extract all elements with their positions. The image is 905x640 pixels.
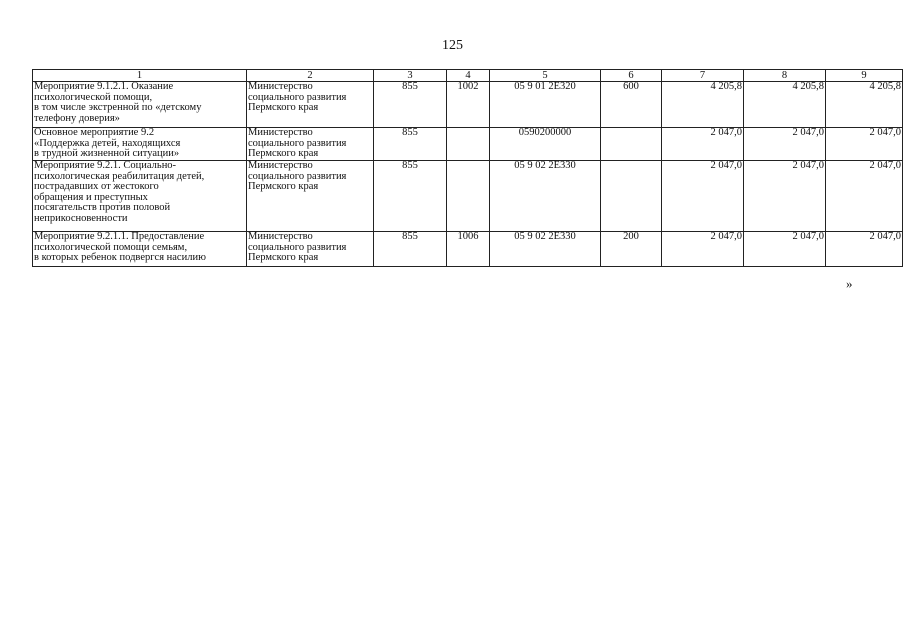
cell-text-line: Министерство — [248, 231, 313, 242]
cell-text-line: Мероприятие 9.2.1.1. Предоставление — [34, 231, 205, 242]
cell-text-line: социального развития — [248, 91, 347, 103]
cell-text-line: Пермского края — [248, 252, 319, 263]
table-row — [33, 232, 903, 267]
table-cell-c4: 1002 — [447, 82, 490, 128]
cell-text-line: пострадавших от жестокого — [34, 181, 159, 192]
cell-text-line: Министерство — [248, 81, 313, 92]
table-cell-c8: 4 205,8 — [744, 82, 826, 128]
column-header-9: 9 — [826, 70, 903, 82]
table-cell-c8: 2 047,0 — [744, 161, 826, 232]
table-cell-c4 — [447, 161, 490, 232]
column-header-3: 3 — [374, 70, 447, 82]
closing-quote-mark: » — [846, 276, 853, 291]
table-cell-c9: 2 047,0 — [826, 232, 903, 267]
column-header-6: 6 — [601, 70, 662, 82]
table-cell-c8: 2 047,0 — [744, 128, 826, 161]
table-cell-c9: 4 205,8 — [826, 82, 903, 128]
table-cell-c6 — [601, 128, 662, 161]
cell-text-line: неприкосновенности — [34, 212, 128, 224]
table-cell-c4 — [447, 128, 490, 161]
table-cell-c6 — [601, 161, 662, 232]
page-number: 125 — [442, 38, 463, 53]
table-cell-c3: 855 — [374, 161, 447, 232]
cell-text-line: социального развития — [248, 241, 347, 253]
table-cell-c1 — [33, 232, 247, 267]
table-cell-c5: 0590200000 — [490, 128, 601, 161]
table-cell-c7: 2 047,0 — [662, 128, 744, 161]
cell-text-line: психологической помощи семьям, — [34, 241, 188, 253]
column-header-8: 8 — [744, 70, 826, 82]
cell-text-line: Министерство — [248, 160, 313, 171]
budget-table — [32, 69, 903, 267]
cell-text-line: психологическая реабилитация детей, — [34, 170, 205, 182]
cell-text-line: в трудной жизненной ситуации» — [34, 148, 180, 159]
cell-text-line: Пермского края — [248, 102, 319, 113]
cell-text-line: Мероприятие 9.2.1. Социально- — [34, 160, 177, 171]
table-header-row — [33, 70, 903, 82]
table-cell-c2 — [247, 232, 374, 267]
table-cell-c2 — [247, 161, 374, 232]
cell-text-line: социального развития — [248, 137, 347, 149]
table-cell-c2 — [247, 128, 374, 161]
cell-text-line: обращения и преступных — [34, 191, 148, 203]
table-cell-c1 — [33, 161, 247, 232]
cell-text-line: в которых ребенок подвергся насилию — [34, 252, 206, 263]
cell-text-line: в том числе экстренной по «детскому — [34, 102, 202, 113]
column-header-4: 4 — [447, 70, 490, 82]
cell-text-line: Пермского края — [248, 181, 319, 192]
cell-text-line: «Поддержка детей, находящихся — [34, 137, 181, 149]
column-header-1: 1 — [33, 70, 247, 82]
cell-text-line: социального развития — [248, 170, 347, 182]
column-header-5: 5 — [490, 70, 601, 82]
table-cell-c1 — [33, 82, 247, 128]
table-row — [33, 82, 903, 128]
table-cell-c6: 600 — [601, 82, 662, 128]
table-cell-c8: 2 047,0 — [744, 232, 826, 267]
cell-text-line: Пермского края — [248, 148, 319, 159]
table-cell-c7: 2 047,0 — [662, 232, 744, 267]
cell-text-line: Мероприятие 9.1.2.1. Оказание — [34, 81, 174, 92]
table-cell-c5: 05 9 01 2Е320 — [490, 82, 601, 128]
column-header-7: 7 — [662, 70, 744, 82]
table-cell-c3: 855 — [374, 128, 447, 161]
column-header-2: 2 — [247, 70, 374, 82]
cell-text-line: посягательств против половой — [34, 202, 171, 213]
cell-text-line: Основное мероприятие 9.2 — [34, 127, 155, 138]
table-row — [33, 161, 903, 232]
table-row — [33, 128, 903, 161]
cell-text-line: психологической помощи, — [34, 91, 153, 103]
table-cell-c3: 855 — [374, 82, 447, 128]
table-cell-c5: 05 9 02 2Е330 — [490, 161, 601, 232]
cell-text-line: телефону доверия» — [34, 112, 120, 124]
table-cell-c5: 05 9 02 2Е330 — [490, 232, 601, 267]
table-cell-c7: 4 205,8 — [662, 82, 744, 128]
table-cell-c7: 2 047,0 — [662, 161, 744, 232]
cell-text-line: Министерство — [248, 127, 313, 138]
table-cell-c2 — [247, 82, 374, 128]
table-cell-c3: 855 — [374, 232, 447, 267]
table-cell-c4: 1006 — [447, 232, 490, 267]
table-cell-c1 — [33, 128, 247, 161]
table-cell-c6: 200 — [601, 232, 662, 267]
table-cell-c9: 2 047,0 — [826, 161, 903, 232]
table-cell-c9: 2 047,0 — [826, 128, 903, 161]
